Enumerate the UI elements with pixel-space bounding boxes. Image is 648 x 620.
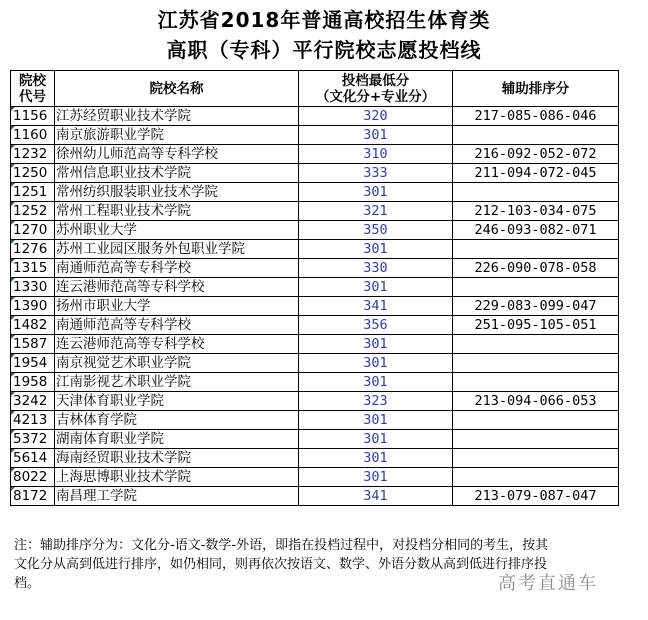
- cell-code: 8022: [11, 468, 55, 487]
- cell-aux: [453, 373, 619, 392]
- table-row: [11, 468, 619, 487]
- cell-aux: [453, 430, 619, 449]
- cell-aux: 212-103-034-075: [453, 202, 619, 221]
- cell-score: 301: [299, 373, 453, 392]
- cell-aux: [453, 240, 619, 259]
- footnote-line3: 档。: [14, 576, 41, 591]
- cell-aux: [453, 411, 619, 430]
- cell-code: 3242: [11, 392, 55, 411]
- cell-name: 上海思博职业技术学院: [55, 468, 299, 487]
- cell-code: 1330: [11, 278, 55, 297]
- table-row: [11, 126, 619, 145]
- footnote-line2: 文化分从高到低进行排序，如仍相同，则再依次按语文、数学、外语分数从高到低进行排序投: [14, 557, 548, 572]
- cell-score: 301: [299, 335, 453, 354]
- cell-code: 5614: [11, 449, 55, 468]
- cell-score: 330: [299, 259, 453, 278]
- table-row: [11, 259, 619, 278]
- cell-score: 301: [299, 430, 453, 449]
- cell-aux: 213-094-066-053: [453, 392, 619, 411]
- cell-aux: 213-079-087-047: [453, 487, 619, 506]
- cell-name: 南通师范高等专科学校: [55, 259, 299, 278]
- table-row: [11, 392, 619, 411]
- table-row: [11, 183, 619, 202]
- cell-name: 吉林体育学院: [55, 411, 299, 430]
- cell-score: 301: [299, 468, 453, 487]
- cell-score: 323: [299, 392, 453, 411]
- cell-score: 350: [299, 221, 453, 240]
- cell-name: 常州纺织服装职业技术学院: [55, 183, 299, 202]
- cell-name: 南昌理工学院: [55, 487, 299, 506]
- header-score: [299, 71, 453, 107]
- cell-score: 341: [299, 297, 453, 316]
- header-name: 院校名称: [55, 71, 299, 107]
- cell-code: 1232: [11, 145, 55, 164]
- cell-code: 1958: [11, 373, 55, 392]
- footnote-line1: 注：辅助排序分为：文化分-语文-数学-外语，即指在投档过程中，对投档分相同的考生，按其: [14, 538, 549, 553]
- cell-aux: 216-092-052-072: [453, 145, 619, 164]
- table-row: [11, 354, 619, 373]
- cell-aux: [453, 468, 619, 487]
- cell-aux: [453, 183, 619, 202]
- cell-score: 321: [299, 202, 453, 221]
- cell-score: 341: [299, 487, 453, 506]
- cell-aux: [453, 335, 619, 354]
- cell-score: 301: [299, 278, 453, 297]
- header-code-line1: 院校: [19, 72, 46, 89]
- cell-score: 356: [299, 316, 453, 335]
- watermark-text: 高考直通车: [498, 573, 598, 594]
- cell-name: 徐州幼儿师范高等专科学校: [55, 145, 299, 164]
- table-row: [11, 278, 619, 297]
- cell-name: 天津体育职业学院: [55, 392, 299, 411]
- cell-code: 1160: [11, 126, 55, 145]
- table-row: [11, 449, 619, 468]
- table-row: [11, 373, 619, 392]
- header-code: [11, 71, 55, 107]
- cell-name: 苏州工业园区服务外包职业学院: [55, 240, 299, 259]
- cell-code: 1315: [11, 259, 55, 278]
- cell-code: 5372: [11, 430, 55, 449]
- header-score-line2: （文化分+专业分）: [315, 88, 436, 105]
- cell-score: 301: [299, 240, 453, 259]
- cell-name: 连云港师范高等专科学校: [55, 335, 299, 354]
- cell-name: 南京旅游职业学院: [55, 126, 299, 145]
- cell-code: 1276: [11, 240, 55, 259]
- cell-aux: 229-083-099-047: [453, 297, 619, 316]
- table-row: [11, 335, 619, 354]
- table-row: [11, 145, 619, 164]
- cell-name: 南通师范高等专科学校: [55, 316, 299, 335]
- cell-aux: 246-093-082-071: [453, 221, 619, 240]
- cell-score: 310: [299, 145, 453, 164]
- table-header-row: [11, 71, 619, 107]
- cell-aux: 251-095-105-051: [453, 316, 619, 335]
- cell-code: 1252: [11, 202, 55, 221]
- table-row: [11, 430, 619, 449]
- table-row: [11, 411, 619, 430]
- table-row: [11, 107, 619, 126]
- cell-aux: [453, 449, 619, 468]
- cell-name: 湖南体育职业学院: [55, 430, 299, 449]
- table-row: [11, 487, 619, 506]
- page-subtitle: 高职（专科）平行院校志愿投档线: [166, 38, 482, 62]
- header-code-line2: 代号: [19, 88, 46, 105]
- admission-table: [10, 70, 619, 506]
- table-row: [11, 297, 619, 316]
- cell-aux: [453, 278, 619, 297]
- cell-score: 301: [299, 449, 453, 468]
- cell-code: 1390: [11, 297, 55, 316]
- cell-name: 连云港师范高等专科学校: [55, 278, 299, 297]
- cell-code: 8172: [11, 487, 55, 506]
- cell-name: 苏州职业大学: [55, 221, 299, 240]
- cell-name: 海南经贸职业技术学院: [55, 449, 299, 468]
- cell-score: 301: [299, 126, 453, 145]
- cell-name: 江苏经贸职业技术学院: [55, 107, 299, 126]
- cell-aux: 217-085-086-046: [453, 107, 619, 126]
- page-title: 江苏省2018年普通高校招生体育类: [157, 8, 491, 32]
- cell-name: 常州工程职业技术学院: [55, 202, 299, 221]
- cell-name: 扬州市职业大学: [55, 297, 299, 316]
- table-row: [11, 221, 619, 240]
- header-aux: 辅助排序分: [453, 71, 619, 107]
- cell-aux: 211-094-072-045: [453, 164, 619, 183]
- table-row: [11, 202, 619, 221]
- cell-code: 1250: [11, 164, 55, 183]
- cell-code: 1482: [11, 316, 55, 335]
- cell-code: 1156: [11, 107, 55, 126]
- cell-score: 333: [299, 164, 453, 183]
- cell-name: 常州信息职业技术学院: [55, 164, 299, 183]
- cell-code: 1954: [11, 354, 55, 373]
- cell-score: 301: [299, 411, 453, 430]
- table-row: [11, 316, 619, 335]
- cell-code: 1251: [11, 183, 55, 202]
- cell-score: 301: [299, 354, 453, 373]
- cell-name: 江南影视艺术职业学院: [55, 373, 299, 392]
- cell-name: 南京视觉艺术职业学院: [55, 354, 299, 373]
- table-row: [11, 240, 619, 259]
- header-score-line1: 投档最低分: [341, 72, 410, 89]
- cell-aux: [453, 126, 619, 145]
- cell-aux: [453, 354, 619, 373]
- cell-score: 301: [299, 183, 453, 202]
- table-row: [11, 164, 619, 183]
- cell-aux: 226-090-078-058: [453, 259, 619, 278]
- cell-code: 4213: [11, 411, 55, 430]
- cell-score: 320: [299, 107, 453, 126]
- cell-code: 1587: [11, 335, 55, 354]
- cell-code: 1270: [11, 221, 55, 240]
